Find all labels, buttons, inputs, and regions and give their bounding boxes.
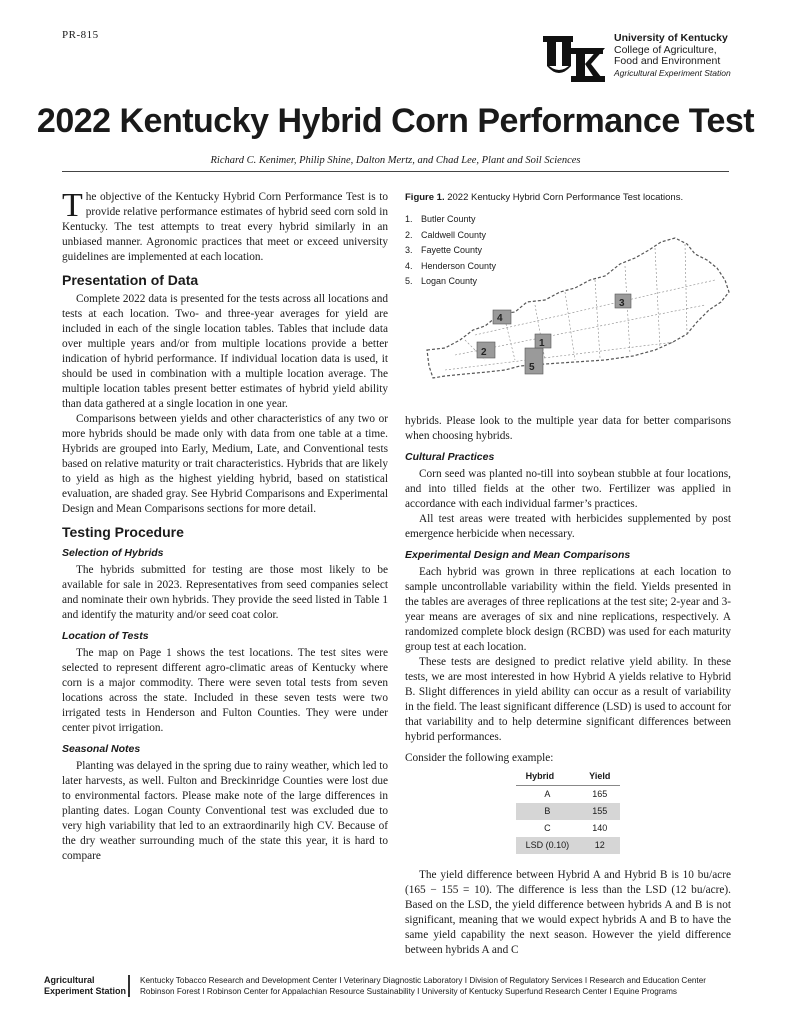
- table-row: [516, 820, 621, 837]
- table-row: [516, 837, 621, 854]
- college-line-2: Food and Environment: [614, 55, 721, 67]
- map-marker: 1: [539, 338, 545, 349]
- intro-paragraph: [62, 187, 388, 265]
- footer-units: [140, 975, 706, 997]
- column-header-hybrid: Hybrid: [516, 768, 580, 786]
- selection-paragraph: The hybrids submitted for testing are those most likely to be available for sale in 2023. Representatives from seed companies select and nominate their own hybrids. They provide the seed listed in Table 1 and identify the maturity and/or seed coat color.: [62, 564, 388, 621]
- right-column: [405, 414, 731, 958]
- map-marker: 2: [481, 347, 487, 358]
- location-item: 2. Caldwell County: [405, 229, 487, 240]
- heading-seasonal: Seasonal Notes: [62, 743, 141, 755]
- example-intro: Consider the following example:: [405, 752, 554, 764]
- authors-line: Richard C. Kenimer, Philip Shine, Dalton Mertz, and Chad Lee, Plant and Soil Sciences: [210, 155, 581, 166]
- university-name: University of Kentucky: [614, 32, 728, 44]
- publication-number: PR-815: [62, 29, 99, 41]
- presentation-paragraph-1: Complete 2022 data is presented for the tests across all locations and tests at each location. Two- and three-year averages for yield are included in each of the single location tables. Tables that include data over multiple years and/or from multiple locations provide a better indication of hybrid performance. If individual location data is used, it should be used in combination with a multiple location average. The multiple location tables present better estimates of hybrid yield ability than data gathered at a single location in one year.: [62, 293, 388, 410]
- heading-location: Location of Tests: [62, 630, 149, 642]
- table-header-row: [516, 768, 621, 786]
- after-table-paragraph: The yield difference between Hybrid A and Hybrid B is 10 bu/acre (165 − 155 = 10). The difference is less than the LSD (12 bu/acre). Based on the LSD, the yield difference between hybrids A and B is not significant, meaning that we would expect hybrids A and B to have the same yield capability the next season. However the yield difference between hybrids A and C: [405, 869, 731, 956]
- figure-label: Figure 1.: [405, 192, 445, 203]
- design-paragraph-1: Each hybrid was grown in three replications at each location to sample uncontrollable variability within the field. Yields presented in the tables are averages of three replications at the test site; 2-year and 3-year means are averages of six and nine replications, respectively. A randomized complete block design (RCBD) was used for each maturity group test at each location.: [405, 566, 731, 653]
- college-line-1: College of Agriculture,: [614, 43, 717, 56]
- university-block: [614, 33, 731, 79]
- heading-selection: Selection of Hybrids: [62, 547, 164, 559]
- uk-logo: [543, 36, 605, 82]
- table-cell: 12: [579, 837, 620, 854]
- footer-divider: [128, 975, 130, 997]
- kentucky-map: [425, 230, 735, 390]
- heading-cultural: Cultural Practices: [405, 451, 495, 463]
- table-row: [516, 786, 621, 804]
- page-title: 2022 Kentucky Hybrid Corn Performance Test: [36, 102, 755, 140]
- heading-testing: Testing Procedure: [62, 524, 184, 540]
- left-column: [62, 187, 388, 864]
- table-cell: B: [516, 803, 580, 820]
- cultural-paragraph-1: Corn seed was planted no-till into soybean stubble at four locations, and into tilled fields at the other two. Fertilizer was applied in accordance with each individual farmer’s practices.: [405, 468, 731, 510]
- table-cell: 140: [592, 823, 608, 833]
- map-marker: 4: [497, 313, 503, 324]
- title-rule: [62, 171, 729, 172]
- table-cell: A: [544, 789, 551, 799]
- heading-presentation: Presentation of Data: [62, 272, 199, 288]
- footer-station-line-2: Experiment Station: [44, 986, 127, 996]
- figure-caption-text: 2022 Kentucky Hybrid Corn Performance Test locations.: [447, 192, 684, 203]
- table-cell: 165: [592, 789, 608, 799]
- table-cell: LSD (0.10): [516, 837, 580, 854]
- drop-cap: T: [62, 187, 83, 224]
- heading-design: Experimental Design and Mean Comparisons: [405, 549, 631, 561]
- footer-units-line-1: Kentucky Tobacco Research and Development Center I Veterinary Diagnostic Laboratory I Division of Regulatory Services I Research and Education Center: [140, 976, 706, 985]
- footer-units-line-2: Robinson Forest I Robinson Center for Appalachian Resource Sustainability I University of Kentucky Superfund Research Center I Equine Programs: [140, 987, 678, 996]
- cultural-paragraph-2: All test areas were treated with herbicides supplemented by post emergence herbicide when necessary.: [405, 513, 731, 540]
- design-paragraph-2: These tests are designed to predict relative yield ability. In these tests, we are most interested in how Hybrid A yields relative to Hybrid B. Slight differences in yield ability can occur as a result of variability in the field. The least significant difference (LSD) is used to account for that variability and to help determine significant differences between hybrid performances.: [405, 656, 731, 743]
- table-row: [516, 803, 621, 820]
- continued-paragraph: hybrids. Please look to the multiple year data for better comparisons when choosing hybrids.: [405, 415, 731, 442]
- location-item: 5. Logan County: [405, 276, 478, 286]
- station-name: Agricultural Experiment Station: [614, 67, 731, 78]
- footer-station: [44, 975, 126, 997]
- example-table: [516, 768, 621, 854]
- column-header-yield: Yield: [579, 768, 620, 786]
- footer-station-line-1: Agricultural: [44, 975, 95, 985]
- location-item: 3. Fayette County: [405, 245, 483, 255]
- map-marker: 5: [529, 362, 535, 373]
- intro-text: he objective of the Kentucky Hybrid Corn Performance Test is to provide relative performance estimates of hybrid seed corn sold in Kentucky. The test attempts to treat every hybrid similarly in an unbiased manner. Agronomic practices that meet or exceed university guidelines are implemented at each location.: [62, 191, 388, 263]
- presentation-paragraph-2: Comparisons between yields and other characteristics of any two or more hybrids should be made only with data from one table at a time. Hybrids are grouped into Early, Medium, Late, and Conventional tests based on relative maturity or trait characteristics. Hybrids that are likely to yield as high as the highest yielding hybrid, based on statistical evaluation, are shaded gray. See Hybrid Comparisons and Experimental Design and Mean Comparisons sections for more detail.: [62, 413, 388, 515]
- map-marker: 3: [619, 298, 625, 309]
- table-cell: 155: [579, 803, 620, 820]
- location-item: 4. Henderson County: [405, 260, 497, 271]
- figure-caption: [405, 192, 735, 203]
- table-cell: C: [544, 823, 551, 833]
- location-paragraph: The map on Page 1 shows the test locations. The test sites were selected to represent different agro-climatic areas of Kentucky where corn is a major commodity. There were seven total tests from seven locations across the state. Included in these seven tests were two irrigated tests in Henderson and Fulton Counties. They were under center pivot irrigation.: [62, 647, 388, 734]
- location-item: 1. Butler County: [405, 214, 476, 224]
- seasonal-paragraph: Planting was delayed in the spring due to rainy weather, which led to later harvests, as well. Fulton and Breckinridge Counties were lost due to environmental factors. Please make note of the large differences in planting dates. Logan County Conventional test was excluded due to very high variability that led to an extraordinarily high CV. Because of the dry weather surrounding much of the state this year, it is hard to compare: [62, 760, 388, 862]
